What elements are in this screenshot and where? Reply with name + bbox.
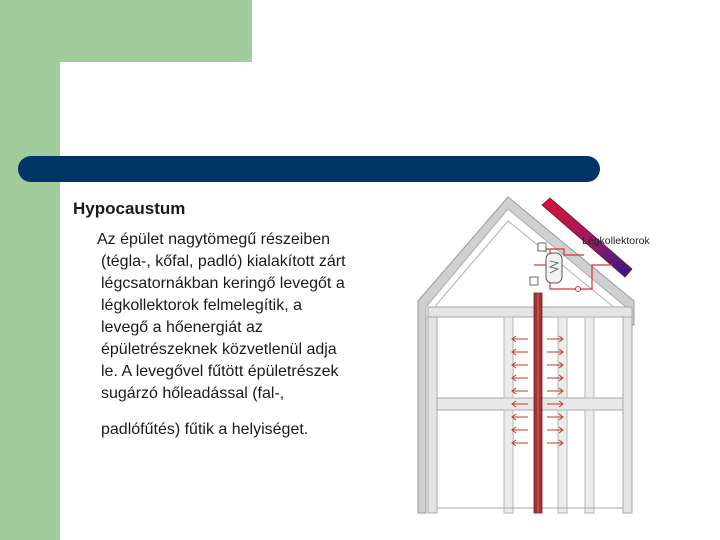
valve-icon	[530, 277, 538, 285]
heat-arrows-right	[547, 336, 563, 446]
body-line: épületrészeknek közvetlenül adja	[101, 341, 337, 358]
body-line: padlófűtés) fűtik a helyiséget.	[101, 421, 309, 438]
fan-icon	[538, 243, 546, 251]
title-bar	[18, 156, 600, 182]
house-walls	[428, 307, 632, 513]
slide-heading: Hypocaustum	[73, 199, 186, 218]
slide-body-text	[97, 229, 387, 441]
body-line: (tégla-, kőfal, padló) kialakított zárt	[101, 253, 346, 270]
house-diagram	[414, 193, 674, 515]
inner-walls	[437, 317, 623, 513]
vertical-air-duct	[534, 293, 542, 513]
body-line: sugárzó hőleadással (fal-,	[101, 385, 285, 402]
body-line: légcsatornákban keringő levegőt a	[101, 275, 345, 292]
heat-arrows-left	[512, 336, 528, 446]
body-line: levegő a hőenergiát az	[101, 319, 263, 336]
body-line: le. A levegővel fűtött épületrészek	[101, 363, 339, 380]
body-line: légkollektorok felmelegítik, a	[101, 297, 302, 314]
left-green-bar	[0, 0, 60, 540]
collector-label: Légkollektorok	[582, 235, 650, 247]
top-green-block	[0, 0, 252, 62]
content-corner	[60, 62, 252, 162]
body-line: Az épület nagytömegű részeiben	[97, 231, 331, 248]
